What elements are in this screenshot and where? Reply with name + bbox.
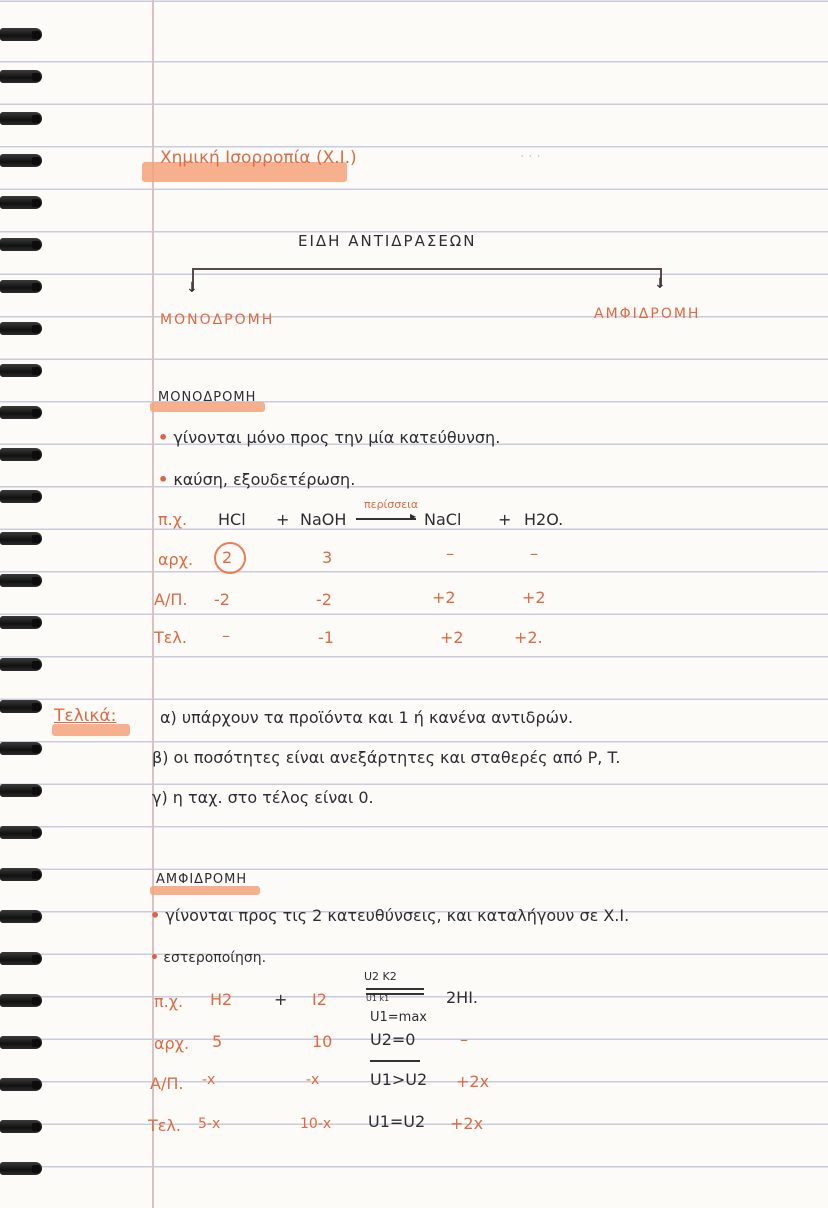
mono-cell: +2. <box>514 628 543 647</box>
forward-arrow <box>366 988 424 990</box>
amfi-species: I2 <box>312 990 327 1009</box>
amfi-row-label: Τελ. <box>148 1116 181 1135</box>
amfi-cell: -x <box>202 1072 216 1088</box>
amfi-row-label: αρχ. <box>154 1034 190 1053</box>
mono-cell: -2 <box>316 590 332 609</box>
reaction-arrow <box>356 518 416 520</box>
amfi-bullet-1: • γίνονται προς τις 2 κατευθύνσεις, και καταλήγουν σε Χ.Ι. <box>150 906 630 925</box>
notes-line-c: γ) η ταχ. στο τέλος είναι 0. <box>152 788 374 807</box>
mono-species: H2O. <box>524 510 564 529</box>
amfi-heading: ΑΜΦΙΔΡΟΜΗ <box>156 872 248 887</box>
types-heading: ΕΙΔΗ ΑΝΤΙΔΡΑΣΕΩΝ <box>298 232 477 250</box>
arrow-down-icon: ↓ <box>186 280 198 296</box>
arrow-right-icon: ▸ <box>410 509 417 523</box>
rate-arrow <box>370 1060 420 1062</box>
mono-cell: – <box>530 544 538 563</box>
mono-row-label: αρχ. <box>158 550 194 569</box>
amfi-example-label: π.χ. <box>154 992 184 1011</box>
branch-right-label: ΑΜΦΙΔΡΟΜΗ <box>594 306 701 322</box>
mono-species: NaOH <box>300 510 347 529</box>
arrow-down-icon: ↓ <box>654 276 666 292</box>
amfi-cell: +2x <box>450 1114 484 1133</box>
amfi-heading-highlight <box>150 886 260 895</box>
amfi-cell: U2=0 <box>370 1030 416 1049</box>
amfi-cell: 5-x <box>198 1116 221 1132</box>
amfi-cell: 10 <box>312 1032 333 1051</box>
amfi-bullet-2-text: εστεροποίηση. <box>163 950 267 966</box>
amfi-bullet-1-text: γίνονται προς τις 2 κατευθύνσεις, και καταλήγουν σε Χ.Ι. <box>165 906 630 925</box>
mono-cell: -2 <box>214 590 230 609</box>
amfi-cell: 5 <box>212 1032 223 1051</box>
notes-label: Τελικά: <box>54 706 117 726</box>
notes-line-b: β) οι ποσότητες είναι ανεξάρτητες και σταθερές από P, T. <box>152 748 621 767</box>
mono-cell: 2 <box>222 548 233 567</box>
notes-line-a: α) υπάρχουν τα προϊόντα και 1 ή κανένα αντιδρών. <box>160 708 574 727</box>
amfi-plus: + <box>274 990 288 1009</box>
mono-cell: 3 <box>322 548 333 567</box>
bleed-text: · · · <box>520 150 541 165</box>
branch-left-label: ΜΟΝΟΔΡΟΜΗ <box>160 312 275 328</box>
amfi-cell: +2x <box>456 1072 490 1091</box>
mono-cell: – <box>222 626 230 645</box>
mono-cell: -1 <box>318 628 334 647</box>
amfi-arrow-bottom: U1 k1 <box>366 994 390 1003</box>
amfi-cell: U1=U2 <box>368 1112 426 1131</box>
amfi-species: 2HI. <box>446 988 479 1007</box>
amfi-arrow-top: U2 K2 <box>364 970 397 983</box>
branch-bar <box>192 268 662 270</box>
mono-species: HCl <box>218 510 246 529</box>
mono-bullet-1: • γίνονται μόνο προς την μία κατεύθυνση. <box>158 428 501 447</box>
amfi-bullet-2: • εστεροποίηση. <box>150 950 267 966</box>
mono-bullet-2-text: καύση, εξουδετέρωση. <box>173 470 356 489</box>
amfi-species: H2 <box>210 990 233 1009</box>
mono-cell: – <box>446 544 454 563</box>
mono-row-label: Α/Π. <box>154 590 188 609</box>
mono-example-label: π.χ. <box>158 510 188 529</box>
amfi-cell: – <box>460 1030 468 1049</box>
amfi-row-label: Α/Π. <box>150 1074 184 1093</box>
mono-bullet-2: • καύση, εξουδετέρωση. <box>158 470 356 489</box>
mono-heading: ΜΟΝΟΔΡΟΜΗ <box>158 390 257 405</box>
mono-species: NaCl <box>424 510 462 529</box>
amfi-cell: -x <box>306 1072 320 1088</box>
spiral-binding <box>0 20 46 1190</box>
mono-bullet-1-text: γίνονται μόνο προς την μία κατεύθυνση. <box>173 428 501 447</box>
mono-plus: + <box>276 510 290 529</box>
amfi-umax: U1=max <box>370 1010 428 1025</box>
amfi-cell: 10-x <box>300 1116 332 1132</box>
page-title: Χημική Ισορροπία (Χ.Ι.) <box>160 148 357 168</box>
mono-cell: +2 <box>440 628 464 647</box>
mono-plus: + <box>498 510 512 529</box>
mono-cell: +2 <box>432 588 456 607</box>
amfi-cell: U1>U2 <box>370 1070 428 1089</box>
mono-row-label: Τελ. <box>154 628 187 647</box>
mono-cell: +2 <box>522 588 546 607</box>
mono-arrow-note: περίσσεια <box>364 498 419 511</box>
